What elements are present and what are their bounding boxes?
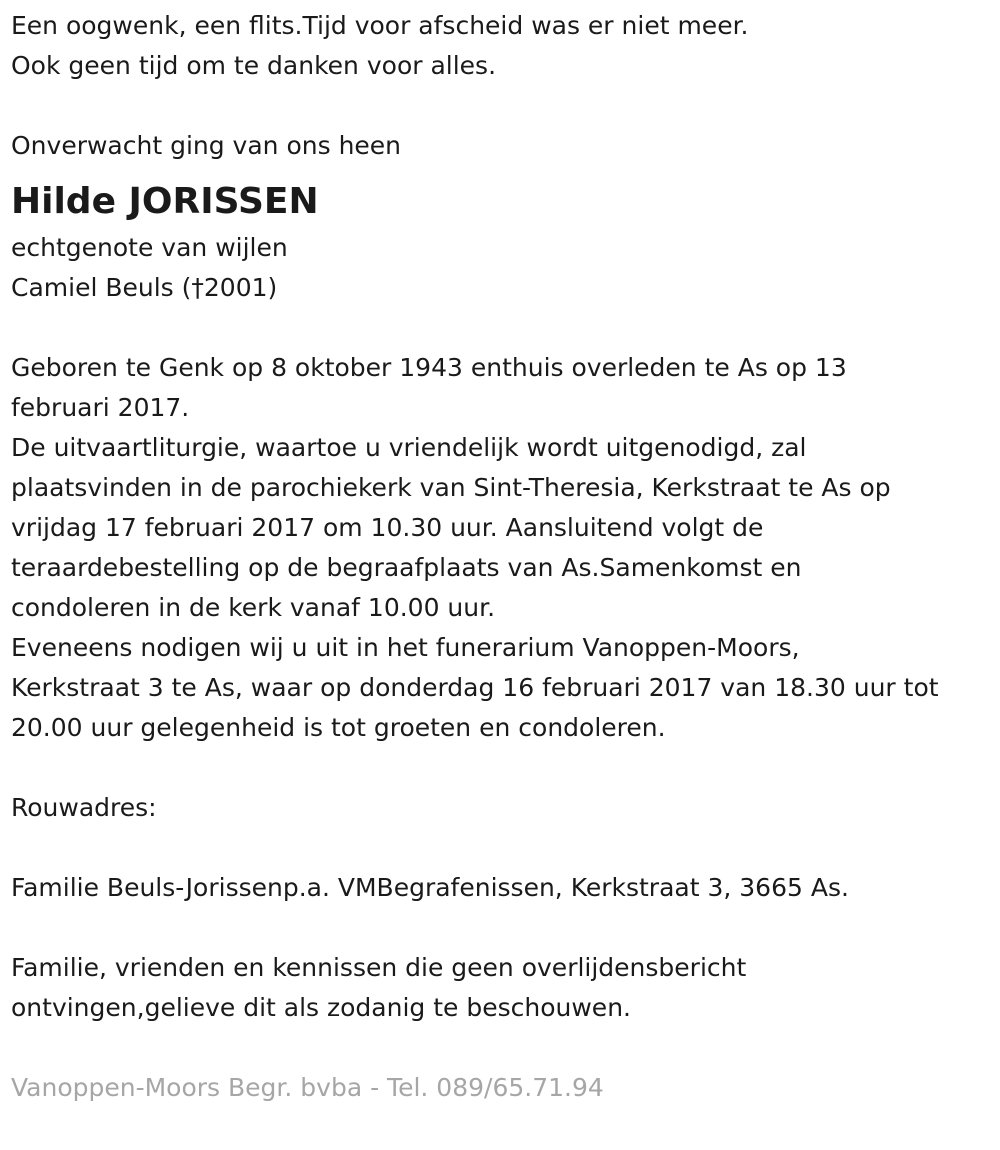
details-line: Eveneens nodigen wij u uit in het funerarium Vanoppen-Moors, (11, 633, 800, 662)
details-line: februari 2017. (11, 393, 190, 422)
mourning-address: Familie Beuls-Jorissenp.a. VMBegrafenissen, Kerkstraat 3, 3665 As. (11, 873, 849, 902)
details-line: teraardebestelling op de begraafplaats van As.Samenkomst en (11, 553, 802, 582)
details-line: 20.00 uur gelegenheid is tot groeten en condoleren. (11, 713, 666, 742)
deceased-name: Hilde JORISSEN (11, 181, 319, 222)
intro-line: Een oogwenk, een flits.Tijd voor afscheid was er niet meer. (11, 11, 749, 40)
details-line: vrijdag 17 februari 2017 om 10.30 uur. Aansluitend volgt de (11, 513, 764, 542)
obituary-notice (11, 6, 996, 1108)
mourning-address-label: Rouwadres: (11, 793, 157, 822)
spacer (11, 308, 996, 348)
closing-line: Familie, vrienden en kennissen die geen overlijdensbericht (11, 953, 747, 982)
closing-line: ontvingen,gelieve dit als zodanig te beschouwen. (11, 993, 631, 1022)
spacer (11, 748, 996, 788)
funeral-home-footer: Vanoppen-Moors Begr. bvba - Tel. 089/65.71.94 (11, 1073, 604, 1102)
details-line: Kerkstraat 3 te As, waar op donderdag 16 februari 2017 van 18.30 uur tot (11, 673, 939, 702)
details-line: De uitvaartliturgie, waartoe u vriendelijk wordt uitgenodigd, zal (11, 433, 807, 462)
intro-line: Ook geen tijd om te danken voor alles. (11, 51, 497, 80)
spacer (11, 86, 996, 126)
details-line: condoleren in de kerk vanaf 10.00 uur. (11, 593, 496, 622)
spacer (11, 908, 996, 948)
spouse-line: Camiel Beuls (†2001) (11, 273, 278, 302)
details-line: Geboren te Genk op 8 oktober 1943 enthuis overleden te As op 13 (11, 353, 847, 382)
spacer (11, 1028, 996, 1068)
announcement: Onverwacht ging van ons heen (11, 131, 402, 160)
spouse-line: echtgenote van wijlen (11, 233, 288, 262)
spacer (11, 828, 996, 868)
details-line: plaatsvinden in de parochiekerk van Sint-Theresia, Kerkstraat te As op (11, 473, 891, 502)
